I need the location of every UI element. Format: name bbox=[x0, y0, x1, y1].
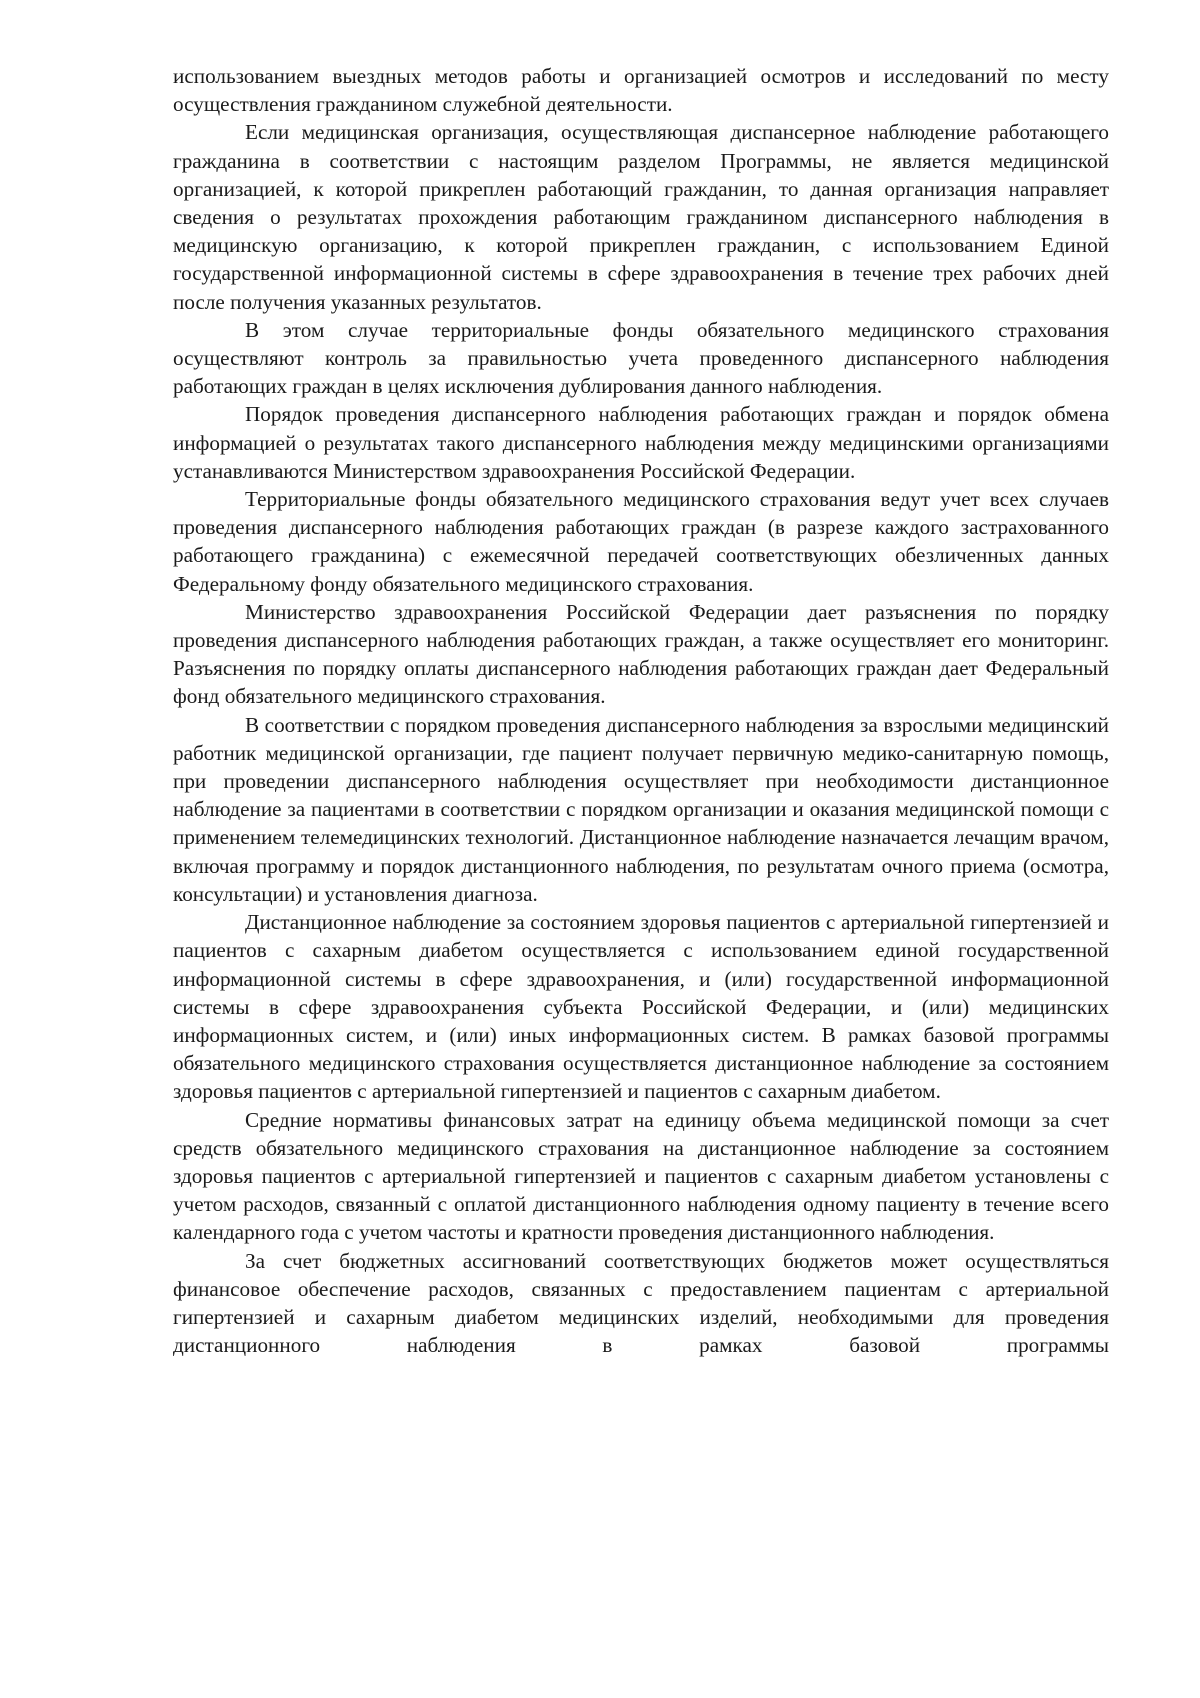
paragraph-8: Дистанционное наблюдение за состоянием здоровья пациентов с артериальной гипертензией и пациентов с сахарным диабетом осуществляется с использованием единой государственной информационной системы в сфере здравоохранения, и (или) государственной информационной системы в сфере здравоохранения субъекта Российской Федерации, и (или) медицинских информационных систем, и (или) иных информационных систем. В рамках базовой программы обязательного медицинского страхования осуществляется дистанционное наблюдение за состоянием здоровья пациентов с артериальной гипертензией и пациентов с сахарным диабетом. bbox=[173, 910, 1109, 1104]
paragraph-3: В этом случае территориальные фонды обязательного медицинского страхования осуществляют контроль за правильностью учета проведенного диспансерного наблюдения работающих граждан в целях исключения дублирования данного наблюдения. bbox=[173, 317, 1109, 399]
paragraph-2: Если медицинская организация, осуществляющая диспансерное наблюдение работающего гражданина в соответствии с настоящим разделом Программы, не является медицинской организацией, к которой прикреплен работающий гражданин, то данная организация направляет сведения о результатах прохождения работающим гражданином диспансерного наблюдения в медицинскую организацию, к которой прикреплен гражданин, с использованием Единой государственной информационной системы в сфере здравоохранения в течение трех рабочих дней после получения указанных результатов. bbox=[173, 120, 1109, 314]
paragraph-7: В соответствии с порядком проведения диспансерного наблюдения за взрослыми медицинский работник медицинской организации, где пациент получает первичную медико-санитарную помощь, при проведении диспансерного наблюдения осуществляет при необходимости дистанционное наблюдение за пациентами в соответствии с порядком организации и оказания медицинской помощи с применением телемедицинских технологий. Дистанционное наблюдение назначается лечащим врачом, включая программу и порядок дистанционного наблюдения, по результатам очного приема (осмотра, консультации) и установления диагноза. bbox=[173, 712, 1109, 906]
paragraph-10: За счет бюджетных ассигнований соответствующих бюджетов может осуществляться финансовое обеспечение расходов, связанных с предоставлением пациентам с артериальной гипертензией и сахарным диабетом медицинских изделий, необходимыми для проведения дистанционного наблюдения в рамках базовой программы bbox=[173, 1248, 1109, 1358]
paragraph-9: Средние нормативы финансовых затрат на единицу объема медицинской помощи за счет средств обязательного медицинского страхования на дистанционное наблюдение за состоянием здоровья пациентов с артериальной гипертензией и пациентов с сахарным диабетом установлены с учетом расходов, связанный с оплатой дистанционного наблюдения одному пациенту в течение всего календарного года с учетом частоты и кратности проведения дистанционного наблюдения. bbox=[173, 1107, 1109, 1245]
paragraph-5: Территориальные фонды обязательного медицинского страхования ведут учет всех случаев проведения диспансерного наблюдения работающих граждан (в разрезе каждого застрахованного работающего гражданина) с ежемесячной передачей соответствующих обезличенных данных Федеральному фонду обязательного медицинского страхования. bbox=[173, 487, 1109, 596]
paragraph-1: использованием выездных методов работы и организацией осмотров и исследований по месту осуществления гражданином служебной деятельности. bbox=[173, 64, 1109, 117]
paragraph-6: Министерство здравоохранения Российской Федерации дает разъяснения по порядку проведения диспансерного наблюдения работающих граждан, а также осуществляет его мониторинг. Разъяснения по порядку оплаты диспансерного наблюдения работающих граждан дает Федеральный фонд обязательного медицинского страхования. bbox=[173, 599, 1109, 709]
document-page bbox=[173, 62, 1109, 1359]
paragraph-4: Порядок проведения диспансерного наблюдения работающих граждан и порядок обмена информацией о результатах такого диспансерного наблюдения между медицинскими организациями устанавливаются Министерством здравоохранения Российской Федерации. bbox=[173, 402, 1109, 483]
